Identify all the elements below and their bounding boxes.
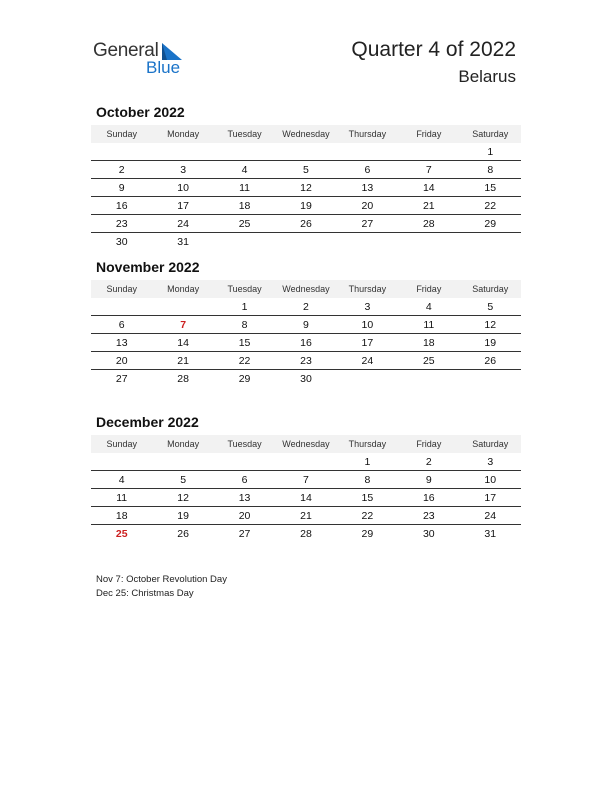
day-cell: 11: [398, 316, 459, 334]
empty-cell: [275, 453, 336, 471]
day-cell: 1: [214, 298, 275, 316]
week-row: [91, 161, 521, 179]
weekday-header: Friday: [398, 435, 459, 453]
day-cell: 17: [337, 334, 398, 352]
day-cell: 15: [337, 489, 398, 507]
weekday-header: Friday: [398, 280, 459, 298]
day-cell: 13: [214, 489, 275, 507]
day-cell: 30: [300, 372, 312, 385]
day-cell: 11: [214, 179, 275, 197]
holiday-note: Nov 7: October Revolution Day: [96, 574, 227, 585]
day-cell: 15: [214, 334, 275, 352]
day-cell: 27: [337, 215, 398, 233]
day-cell: 18: [398, 334, 459, 352]
weekday-header: Saturday: [460, 280, 521, 298]
day-cell: 21: [275, 507, 336, 525]
day-cell: 6: [214, 471, 275, 489]
day-cell: 14: [152, 334, 213, 352]
day-cell: 13: [91, 334, 152, 352]
day-cell: 5: [460, 298, 521, 316]
calendar-table: [91, 435, 521, 542]
country-name: Belarus: [458, 67, 516, 86]
day-cell: 12: [460, 316, 521, 334]
empty-cell: [152, 298, 213, 316]
day-cell: 19: [460, 334, 521, 352]
day-cell: 12: [275, 179, 336, 197]
day-cell: 1: [337, 453, 398, 471]
weekday-header: Monday: [152, 280, 213, 298]
day-cell: 25: [398, 352, 459, 370]
day-cell: 6: [337, 161, 398, 179]
day-cell: 9: [275, 316, 336, 334]
empty-cell: [337, 370, 398, 388]
day-cell: 10: [337, 316, 398, 334]
day-cell: 2: [91, 161, 152, 179]
weekday-header: Friday: [398, 125, 459, 143]
empty-cell: [152, 143, 213, 161]
holiday-note: Dec 25: Christmas Day: [96, 588, 194, 599]
empty-cell: [91, 143, 152, 161]
day-cell: 31: [484, 527, 497, 540]
day-cell: 27: [115, 372, 128, 385]
day-cell: 4: [398, 298, 459, 316]
day-cell: 27: [238, 527, 251, 540]
empty-cell: [337, 143, 398, 161]
weekday-header: Monday: [152, 435, 213, 453]
week-row: [91, 352, 521, 370]
month-title: December 2022: [96, 414, 199, 430]
week-row: [91, 471, 521, 489]
empty-cell: [337, 233, 398, 251]
empty-cell: [460, 370, 521, 388]
empty-cell: [214, 233, 275, 251]
day-cell: 2: [398, 453, 459, 471]
day-cell: 24: [337, 352, 398, 370]
week-row: [91, 507, 521, 525]
day-cell: 3: [337, 298, 398, 316]
week-row: [91, 143, 521, 161]
weekday-header: Wednesday: [275, 125, 336, 143]
month-title: November 2022: [96, 259, 200, 275]
day-cell: 3: [152, 161, 213, 179]
day-cell: 7: [275, 471, 336, 489]
empty-cell: [214, 453, 275, 471]
day-cell: 24: [460, 507, 521, 525]
empty-cell: [91, 453, 152, 471]
day-cell: 5: [152, 471, 213, 489]
weekday-header: Tuesday: [214, 125, 275, 143]
week-row: [91, 453, 521, 471]
day-cell: 9: [91, 179, 152, 197]
day-cell: 17: [460, 489, 521, 507]
page-title: Quarter 4 of 2022: [351, 38, 516, 61]
week-row: [91, 334, 521, 352]
day-cell: 21: [398, 197, 459, 215]
day-cell: 11: [91, 489, 152, 507]
logo: [93, 40, 193, 80]
day-cell: 31: [177, 235, 189, 248]
day-cell: 10: [152, 179, 213, 197]
weekday-header: Sunday: [91, 435, 152, 453]
day-cell: 20: [337, 197, 398, 215]
empty-cell: [398, 233, 459, 251]
week-row: [91, 197, 521, 215]
day-cell: 21: [152, 352, 213, 370]
empty-cell: [398, 370, 459, 388]
day-cell: 23: [398, 507, 459, 525]
day-cell: 1: [460, 143, 521, 161]
empty-cell: [460, 233, 521, 251]
day-cell: 7: [398, 161, 459, 179]
day-cell: 5: [275, 161, 336, 179]
day-cell: 22: [337, 507, 398, 525]
day-cell: 20: [91, 352, 152, 370]
weekday-header: Sunday: [91, 280, 152, 298]
day-cell: 19: [152, 507, 213, 525]
logo-general-text: General: [93, 40, 159, 61]
day-cell: 19: [275, 197, 336, 215]
day-cell: 8: [337, 471, 398, 489]
calendar-table: [91, 125, 521, 250]
weekday-header: Thursday: [337, 280, 398, 298]
weekday-header: Saturday: [460, 435, 521, 453]
day-cell: 16: [91, 197, 152, 215]
day-cell: 28: [398, 215, 459, 233]
weekday-header: Thursday: [337, 125, 398, 143]
month-november: [91, 259, 521, 387]
day-cell: 4: [214, 161, 275, 179]
day-cell: 30: [115, 235, 128, 248]
day-cell: 12: [152, 489, 213, 507]
day-cell: 3: [460, 453, 521, 471]
day-cell: 29: [238, 372, 251, 385]
week-row: [91, 525, 521, 543]
day-cell: 20: [214, 507, 275, 525]
day-cell: 22: [214, 352, 275, 370]
day-cell: 26: [460, 352, 521, 370]
month-title: October 2022: [96, 104, 185, 120]
empty-cell: [398, 143, 459, 161]
day-cell: 10: [460, 471, 521, 489]
weekday-header: Wednesday: [275, 435, 336, 453]
empty-cell: [214, 143, 275, 161]
day-cell: 26: [275, 215, 336, 233]
weekday-header: Wednesday: [275, 280, 336, 298]
week-row: [91, 370, 521, 388]
week-row: [91, 215, 521, 233]
day-cell: 15: [460, 179, 521, 197]
week-row: [91, 179, 521, 197]
day-cell: 8: [460, 161, 521, 179]
day-cell: 7: [152, 316, 213, 334]
day-cell: 16: [398, 489, 459, 507]
empty-cell: [275, 233, 336, 251]
day-cell: 8: [214, 316, 275, 334]
empty-cell: [91, 298, 152, 316]
day-cell: 16: [275, 334, 336, 352]
week-row: [91, 316, 521, 334]
weekday-header: Tuesday: [214, 435, 275, 453]
week-row: [91, 489, 521, 507]
day-cell: 9: [398, 471, 459, 489]
day-cell: 26: [177, 527, 189, 540]
day-cell: 23: [275, 352, 336, 370]
day-cell: 13: [337, 179, 398, 197]
day-cell: 14: [275, 489, 336, 507]
day-cell: 30: [422, 527, 435, 540]
day-cell: 22: [460, 197, 521, 215]
day-cell: 2: [275, 298, 336, 316]
month-october: [91, 104, 521, 250]
empty-cell: [275, 143, 336, 161]
calendar-table: [91, 280, 521, 387]
day-cell: 28: [300, 527, 312, 540]
day-cell: 18: [91, 507, 152, 525]
logo-blue-text: Blue: [146, 58, 181, 77]
weekday-header: Sunday: [91, 125, 152, 143]
day-cell: 14: [398, 179, 459, 197]
weekday-header: Monday: [152, 125, 213, 143]
week-row: [91, 298, 521, 316]
weekday-header: Thursday: [337, 435, 398, 453]
day-cell: 25: [115, 527, 128, 540]
day-cell: 4: [91, 471, 152, 489]
day-cell: 29: [460, 215, 521, 233]
weekday-header: Saturday: [460, 125, 521, 143]
week-row: [91, 233, 521, 251]
day-cell: 25: [214, 215, 275, 233]
day-cell: 6: [91, 316, 152, 334]
day-cell: 18: [214, 197, 275, 215]
day-cell: 23: [91, 215, 152, 233]
day-cell: 29: [361, 527, 374, 540]
day-cell: 28: [177, 372, 189, 385]
empty-cell: [152, 453, 213, 471]
holiday-notes: [96, 573, 227, 601]
day-cell: 24: [152, 215, 213, 233]
weekday-header: Tuesday: [214, 280, 275, 298]
month-december: [91, 414, 521, 542]
day-cell: 17: [152, 197, 213, 215]
